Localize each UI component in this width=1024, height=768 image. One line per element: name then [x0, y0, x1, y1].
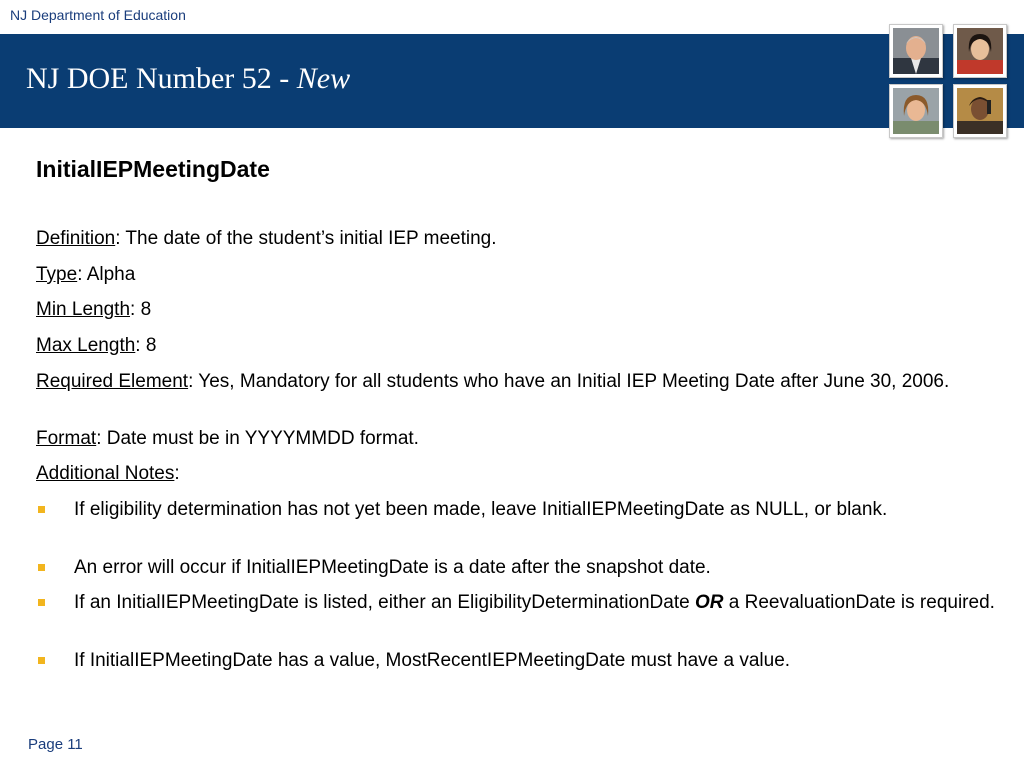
- staff-photo-icon: [953, 24, 1007, 78]
- list-item: [36, 650, 996, 672]
- field-value: : The date of the student’s initial IEP meeting.: [115, 228, 497, 249]
- definition-row: [36, 228, 996, 250]
- field-label: Format: [36, 428, 97, 449]
- field-value: : Date must be in YYYYMMDD format.: [96, 428, 419, 449]
- max-length-row: [36, 335, 996, 357]
- organization-name: NJ Department of Education: [10, 7, 186, 23]
- field-label: Required Element: [36, 371, 189, 392]
- slide-content: [36, 154, 996, 671]
- title-new-tag: New: [296, 62, 351, 95]
- bullet-icon: [38, 599, 45, 606]
- field-label: Type: [36, 264, 78, 285]
- page-number: Page 11: [28, 736, 83, 753]
- list-item: [36, 499, 996, 521]
- bullet-icon: [38, 657, 45, 664]
- bullet-icon: [38, 564, 45, 571]
- field-value: :: [174, 463, 180, 484]
- field-label: Max Length: [36, 335, 136, 356]
- note-emphasis: OR: [694, 592, 724, 613]
- format-row: [36, 428, 996, 450]
- additional-notes-row: [36, 463, 996, 485]
- field-value: : Yes, Mandatory for all students who have an Initial IEP Meeting Date after June 30, 2006.: [188, 371, 950, 392]
- field-heading: InitialIEPMeetingDate: [36, 156, 270, 182]
- slide-title: [26, 62, 350, 96]
- bullet-icon: [38, 506, 45, 513]
- field-label: Min Length: [36, 299, 131, 320]
- min-length-row: [36, 299, 996, 321]
- note-text: An error will occur if InitialIEPMeetingDate is a date after the snapshot date.: [74, 557, 711, 578]
- title-text: NJ DOE Number 52 -: [26, 62, 297, 95]
- note-text: If an InitialIEPMeetingDate is listed, either an EligibilityDeterminationDate: [74, 592, 695, 613]
- field-value: : 8: [130, 299, 152, 320]
- list-item: [36, 557, 996, 579]
- field-label: Definition: [36, 228, 116, 249]
- field-value: : Alpha: [77, 264, 136, 285]
- list-item: [36, 592, 996, 614]
- type-row: [36, 264, 996, 286]
- staff-photo-icon: [889, 84, 943, 138]
- note-text: If InitialIEPMeetingDate has a value, MostRecentIEPMeetingDate must have a value.: [74, 650, 791, 671]
- note-text: If eligibility determination has not yet been made, leave InitialIEPMeetingDate as NULL, or blank.: [74, 499, 888, 520]
- staff-photo-icon: [889, 24, 943, 78]
- required-element-row: [36, 371, 1024, 393]
- staff-photo-icon: [953, 84, 1007, 138]
- field-label: Additional Notes: [36, 463, 175, 484]
- note-text: a ReevaluationDate is required.: [723, 592, 995, 613]
- field-value: : 8: [135, 335, 157, 356]
